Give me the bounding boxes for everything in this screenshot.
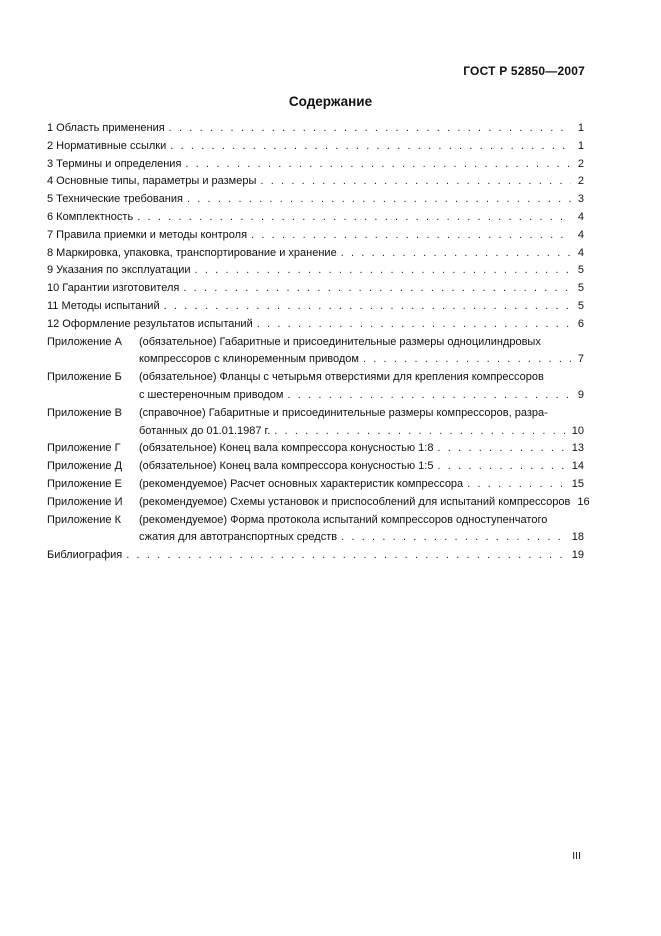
appendix-label: Приложение Б — [47, 371, 122, 384]
toc-appendix-v[interactable] — [47, 405, 584, 441]
toc-entry-page: 5 — [577, 264, 584, 277]
appendix-title-line2: ботанных до 01.01.1987 г. — [139, 424, 271, 437]
toc-entry-10[interactable] — [47, 280, 584, 298]
toc-entry-page: 4 — [577, 228, 584, 241]
toc-entry-text: 5 Технические требования — [47, 193, 183, 206]
appendix-label: Приложение Д — [47, 460, 123, 473]
leader-dots — [164, 298, 571, 316]
appendix-label: Приложение Е — [47, 477, 122, 490]
page-number: III — [572, 850, 581, 862]
toc-entry-5[interactable] — [47, 191, 584, 209]
leader-dots — [137, 209, 571, 227]
toc-entry-page: 9 — [577, 388, 584, 401]
appendix-title-line2: компрессоров с клиноременным приводом — [139, 353, 359, 366]
toc-entry-page: 18 — [571, 531, 584, 544]
toc-entry-page: 2 — [577, 157, 584, 170]
leader-dots — [169, 120, 571, 138]
toc-entry-page: 7 — [577, 353, 584, 366]
toc-entry-page: 10 — [571, 424, 584, 437]
leader-dots — [251, 227, 571, 245]
appendix-title-line1: (обязательное) Габаритные и присоединительные размеры одноцилиндровых — [139, 335, 541, 348]
toc-entry-9[interactable] — [47, 262, 584, 280]
toc-entry-page: 1 — [577, 139, 584, 152]
toc-entry-text: 12 Оформление результатов испытаний — [47, 317, 253, 330]
leader-dots — [341, 529, 569, 547]
toc-entry-text: 11 Методы испытаний — [47, 299, 160, 312]
toc-appendix-d[interactable] — [47, 458, 584, 476]
appendix-label: Приложение И — [47, 495, 123, 508]
toc-entry-page: 4 — [577, 210, 584, 223]
toc-entry-1[interactable] — [47, 120, 584, 138]
appendix-title-line2: с шестереночным приводом — [139, 388, 284, 401]
toc-entry-text: 8 Маркировка, упаковка, транспортирование и хранение — [47, 246, 337, 259]
leader-dots — [187, 191, 571, 209]
toc-title: Содержание — [288, 94, 373, 109]
leader-dots — [183, 280, 571, 298]
toc-entry-page: 3 — [577, 193, 584, 206]
toc-entry-3[interactable] — [47, 156, 584, 174]
leader-dots — [437, 440, 568, 458]
toc-entry-page: 13 — [571, 442, 584, 455]
leader-dots — [363, 351, 571, 369]
toc-entry-7[interactable] — [47, 227, 584, 245]
toc-entry-page: 6 — [577, 317, 584, 330]
toc-appendix-e[interactable] — [47, 476, 584, 494]
leader-dots — [185, 156, 571, 174]
toc-entry-text: 7 Правила приемки и методы контроля — [47, 228, 248, 241]
toc-appendix-b[interactable] — [47, 369, 584, 405]
toc-entry-page: 14 — [571, 460, 584, 473]
appendix-label: Приложение В — [47, 406, 122, 419]
toc-entry-page: 5 — [577, 299, 584, 312]
toc-entry-page: 4 — [577, 246, 584, 259]
table-of-contents — [47, 120, 590, 565]
toc-entry-text: 9 Указания по эксплуатации — [47, 264, 191, 277]
toc-entry-text: Библиография — [47, 549, 123, 562]
leader-dots — [260, 173, 571, 191]
toc-entry-text: 6 Комплектность — [47, 210, 134, 223]
toc-entry-4[interactable] — [47, 173, 584, 191]
toc-entry-12[interactable] — [47, 316, 584, 334]
toc-appendix-a[interactable] — [47, 334, 584, 370]
leader-dots — [170, 138, 571, 156]
toc-entry-page: 5 — [577, 282, 584, 295]
toc-entry-2[interactable] — [47, 138, 584, 156]
appendix-title-line1: (обязательное) Фланцы с четырьмя отверстиями для крепления компрессоров — [139, 371, 544, 384]
appendix-title-line1: (справочное) Габаритные и присоединительные размеры компрессоров, разра- — [139, 406, 548, 419]
appendix-title-line2: сжатия для автотранспортных средств — [139, 531, 338, 544]
toc-entry-page: 1 — [577, 122, 584, 134]
appendix-title-line1: (обязательное) Конец вала компрессора конусностью 1:5 — [139, 460, 434, 473]
leader-dots — [467, 476, 569, 494]
toc-entry-text: 4 Основные типы, параметры и размеры — [47, 175, 257, 188]
appendix-label: Приложение А — [47, 335, 122, 348]
leader-dots — [257, 316, 571, 334]
toc-entry-text: 1 Область применения — [47, 122, 165, 134]
appendix-title-line1: (рекомендуемое) Форма протокола испытаний компрессоров одноступенчатого — [139, 513, 548, 526]
toc-entry-page: 16 — [577, 495, 590, 508]
appendix-title-line1: (рекомендуемое) Расчет основных характеристик компрессора — [139, 477, 464, 490]
appendix-label: Приложение Г — [47, 442, 121, 455]
toc-entry-6[interactable] — [47, 209, 584, 227]
document-code: ГОСТ Р 52850—2007 — [463, 64, 585, 78]
toc-entry-8[interactable] — [47, 245, 584, 263]
toc-appendix-g[interactable] — [47, 440, 584, 458]
toc-entry-page: 15 — [571, 477, 584, 490]
toc-entry-text: 2 Нормативные ссылки — [47, 139, 167, 152]
leader-dots — [274, 423, 569, 441]
toc-entry-page: 19 — [571, 549, 584, 562]
leader-dots — [341, 245, 571, 263]
leader-dots — [126, 547, 569, 565]
toc-appendix-k[interactable] — [47, 512, 584, 548]
appendix-title-line1: (рекомендуемое) Схемы установок и приспособлений для испытаний компрессоров — [139, 495, 571, 508]
appendix-title-line1: (обязательное) Конец вала компрессора конусностью 1:8 — [139, 442, 434, 455]
toc-appendix-i[interactable] — [47, 494, 590, 512]
toc-entry-11[interactable] — [47, 298, 584, 316]
toc-bibliography[interactable] — [47, 547, 584, 565]
toc-entry-page: 2 — [577, 175, 584, 188]
toc-entry-text: 3 Термины и определения — [47, 157, 182, 170]
leader-dots — [195, 262, 571, 280]
toc-entry-text: 10 Гарантии изготовителя — [47, 282, 180, 295]
appendix-label: Приложение К — [47, 513, 121, 526]
leader-dots — [287, 387, 571, 405]
leader-dots — [437, 458, 568, 476]
